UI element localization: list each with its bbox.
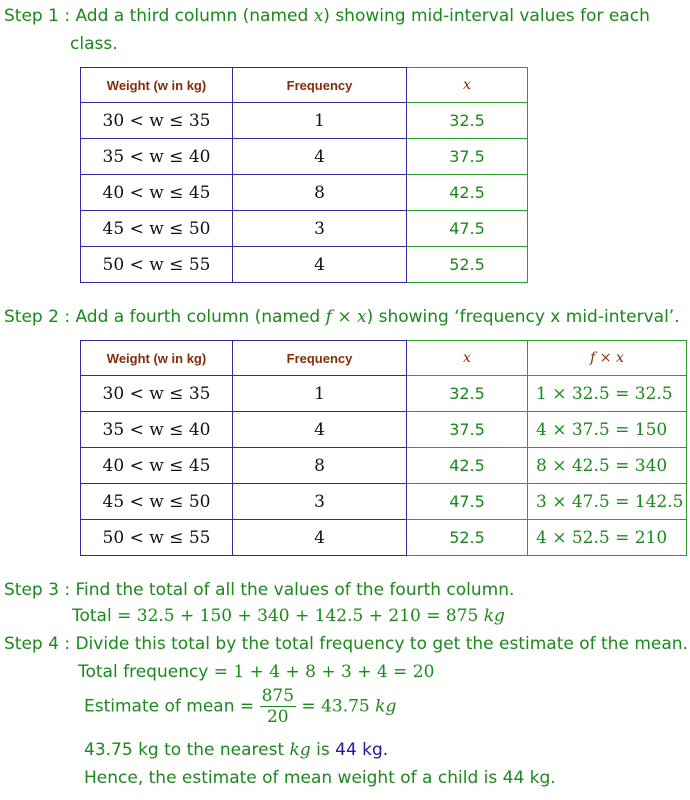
- step-2-text-a: Add a fourth column (named: [75, 307, 326, 327]
- rounding-line: [84, 740, 388, 760]
- mid-interval-cell: 47.5: [407, 211, 528, 247]
- class-interval-cell: 50 < w ≤ 55: [81, 520, 233, 556]
- step-1-label: Step 1 :: [4, 6, 71, 26]
- step-2-text-b: ) showing ‘frequency x mid-interval’.: [366, 307, 680, 327]
- mid-interval-cell: 32.5: [407, 376, 528, 412]
- fx-cell: 3 × 47.5 = 142.5: [528, 484, 687, 520]
- class-interval-cell: 30 < w ≤ 35: [81, 376, 233, 412]
- frequency-cell: 4: [233, 139, 407, 175]
- step-3-total-line: [72, 606, 505, 626]
- step-2-line: [4, 307, 680, 327]
- mid-interval-cell: 32.5: [407, 103, 528, 139]
- mean-result: = 43.75: [301, 696, 376, 717]
- step-4-label: Step 4 :: [4, 634, 71, 654]
- total-expression: = 32.5 + 150 + 340 + 142.5 + 210 = 875: [111, 606, 484, 626]
- table-row: [81, 211, 528, 247]
- table-row: [81, 139, 528, 175]
- fx-cell: 4 × 37.5 = 150: [528, 412, 687, 448]
- step-2-var: f × x: [325, 307, 367, 327]
- fraction-denominator: 20: [266, 707, 289, 727]
- header-x: x: [407, 68, 528, 103]
- table-row: [81, 412, 687, 448]
- total-unit: kg: [483, 606, 505, 626]
- table-row: [81, 448, 687, 484]
- header-fx: f × x: [528, 341, 687, 376]
- table-row: [81, 520, 687, 556]
- frequency-cell: 4: [233, 412, 407, 448]
- step-1-text-a: Add a third column (named: [75, 6, 314, 26]
- mean-label: Estimate of mean =: [84, 696, 255, 717]
- fx-cell: 1 × 32.5 = 32.5: [528, 376, 687, 412]
- step-4-text: Divide this total by the total frequency to get the estimate of the mean.: [75, 634, 688, 654]
- mean-fraction: [260, 686, 296, 727]
- class-interval-cell: 40 < w ≤ 45: [81, 448, 233, 484]
- class-interval-cell: 30 < w ≤ 35: [81, 103, 233, 139]
- header-frequency: Frequency: [233, 341, 407, 376]
- table-row: [81, 484, 687, 520]
- class-interval-cell: 45 < w ≤ 50: [81, 484, 233, 520]
- mid-interval-cell: 52.5: [407, 520, 528, 556]
- rounded-value: 44 kg.: [335, 740, 389, 760]
- mid-interval-cell: 52.5: [407, 247, 528, 283]
- mid-interval-cell: 42.5: [407, 448, 528, 484]
- class-interval-cell: 50 < w ≤ 55: [81, 247, 233, 283]
- mid-interval-cell: 42.5: [407, 175, 528, 211]
- step-1-line-2: class.: [70, 34, 118, 54]
- step-3-label: Step 3 :: [4, 580, 71, 600]
- total-frequency-expression: = 1 + 4 + 8 + 3 + 4 = 20: [208, 662, 435, 682]
- mean-unit: kg: [375, 696, 397, 717]
- header-x: x: [407, 341, 528, 376]
- frequency-cell: 4: [233, 247, 407, 283]
- table-row: [81, 103, 528, 139]
- step-2-label: Step 2 :: [4, 307, 71, 327]
- fraction-numerator: 875: [261, 686, 295, 706]
- header-weight: Weight (w in kg): [81, 341, 233, 376]
- class-interval-cell: 35 < w ≤ 40: [81, 412, 233, 448]
- step-1-line: [4, 6, 650, 26]
- step-3-text: Find the total of all the values of the fourth column.: [75, 580, 515, 600]
- step-4-line: [4, 634, 688, 654]
- table-row: [81, 376, 687, 412]
- conclusion-line: Hence, the estimate of mean weight of a child is 44 kg.: [84, 768, 556, 788]
- total-label: Total: [72, 606, 112, 626]
- mean-line: [84, 686, 396, 727]
- class-interval-cell: 45 < w ≤ 50: [81, 211, 233, 247]
- mid-interval-cell: 47.5: [407, 484, 528, 520]
- step-1-text-b: ) showing mid-interval values for each: [323, 6, 650, 26]
- frequency-cell: 8: [233, 448, 407, 484]
- header-weight: Weight (w in kg): [81, 68, 233, 103]
- frequency-cell: 1: [233, 376, 407, 412]
- header-frequency: Frequency: [233, 68, 407, 103]
- class-interval-cell: 40 < w ≤ 45: [81, 175, 233, 211]
- table-mid-interval: [80, 67, 528, 283]
- rounding-unit: kg: [289, 740, 311, 760]
- class-interval-cell: 35 < w ≤ 40: [81, 139, 233, 175]
- table-row: [81, 175, 528, 211]
- rounding-text-a: 43.75 kg to the nearest: [84, 740, 290, 760]
- frequency-cell: 1: [233, 103, 407, 139]
- step-1-var: x: [313, 6, 324, 26]
- frequency-cell: 3: [233, 211, 407, 247]
- frequency-cell: 3: [233, 484, 407, 520]
- frequency-cell: 8: [233, 175, 407, 211]
- mid-interval-cell: 37.5: [407, 139, 528, 175]
- total-frequency-line: [78, 662, 434, 682]
- fx-cell: 8 × 42.5 = 340: [528, 448, 687, 484]
- step-3-line: [4, 580, 514, 600]
- table-row: [81, 247, 528, 283]
- total-frequency-label: Total frequency: [78, 662, 209, 682]
- fx-cell: 4 × 52.5 = 210: [528, 520, 687, 556]
- table-frequency-times-x: [80, 340, 687, 556]
- mid-interval-cell: 37.5: [407, 412, 528, 448]
- frequency-cell: 4: [233, 520, 407, 556]
- rounding-text-b: is: [310, 740, 336, 760]
